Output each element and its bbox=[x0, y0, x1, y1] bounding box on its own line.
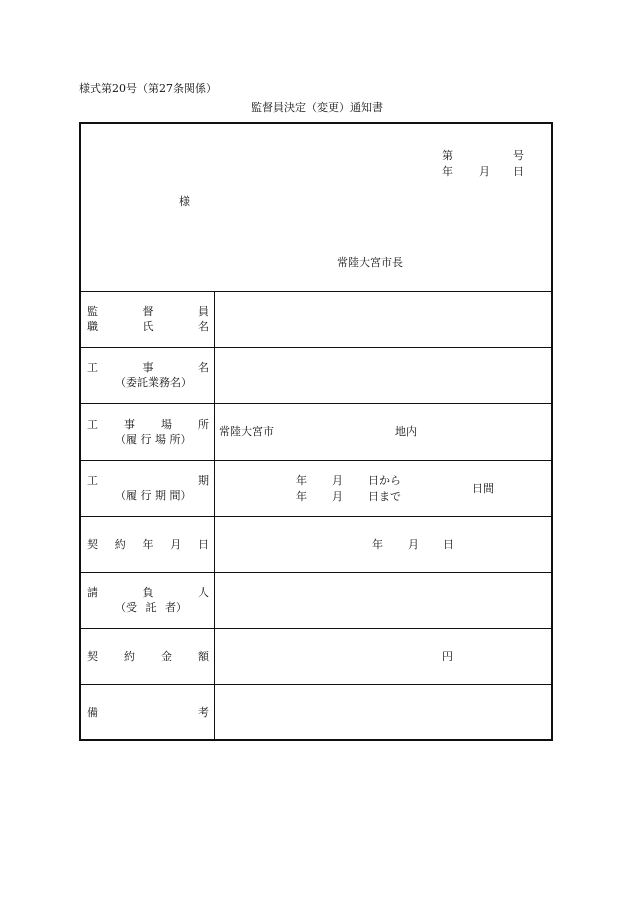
divider-row-6 bbox=[81, 628, 551, 629]
site-prefix: 常陸大宮市 bbox=[219, 425, 274, 438]
addressee-sama: 様 bbox=[179, 195, 190, 208]
contract-date-hi: 日 bbox=[443, 538, 454, 551]
document-title: 監督員決定（変更）通知書 bbox=[251, 101, 383, 114]
contract-date-tsuki: 月 bbox=[408, 538, 419, 551]
label-contract-date: 契 約 年 月 日 bbox=[87, 538, 209, 551]
amount-yen: 円 bbox=[442, 650, 453, 663]
period-start-tsuki: 月 bbox=[332, 474, 343, 487]
notification-form bbox=[79, 122, 553, 741]
period-end-tsuki: 月 bbox=[332, 490, 343, 503]
label-period: 工 期 （履 行 期 間） bbox=[87, 474, 209, 502]
period-start-nen: 年 bbox=[296, 474, 307, 487]
sender-name: 常陸大宮市長 bbox=[337, 256, 403, 269]
label-site: 工 事 場 所 （履 行 場 所） bbox=[87, 418, 209, 446]
header-nen: 年 bbox=[442, 165, 453, 178]
period-days: 日間 bbox=[472, 482, 494, 495]
divider-row-5 bbox=[81, 572, 551, 573]
label-contract-amount: 契 約 金 額 bbox=[87, 650, 209, 663]
header-tsuki: 月 bbox=[479, 165, 490, 178]
period-end-nen: 年 bbox=[296, 490, 307, 503]
label-supervisor: 監 督 員 職 氏 名 bbox=[87, 305, 209, 333]
divider-row-3 bbox=[81, 460, 551, 461]
label-remarks: 備 考 bbox=[87, 706, 209, 719]
period-end-hi: 日まで bbox=[368, 490, 401, 503]
divider-row-1 bbox=[81, 347, 551, 348]
label-contractor: 請 負 人 （受 託 者） bbox=[87, 586, 209, 614]
divider-row-2 bbox=[81, 403, 551, 404]
period-start-hi: 日から bbox=[368, 474, 401, 487]
label-column-divider bbox=[214, 291, 215, 741]
divider-header bbox=[81, 291, 551, 292]
header-hi: 日 bbox=[513, 165, 524, 178]
header-dai: 第 bbox=[442, 149, 453, 162]
contract-date-nen: 年 bbox=[372, 538, 383, 551]
header-go: 号 bbox=[513, 149, 524, 162]
divider-row-7 bbox=[81, 684, 551, 685]
form-number: 様式第20号（第27条関係） bbox=[79, 82, 217, 95]
site-suffix: 地内 bbox=[395, 425, 417, 438]
divider-row-4 bbox=[81, 516, 551, 517]
label-project-name: 工 事 名 （委託業務名） bbox=[87, 361, 209, 389]
